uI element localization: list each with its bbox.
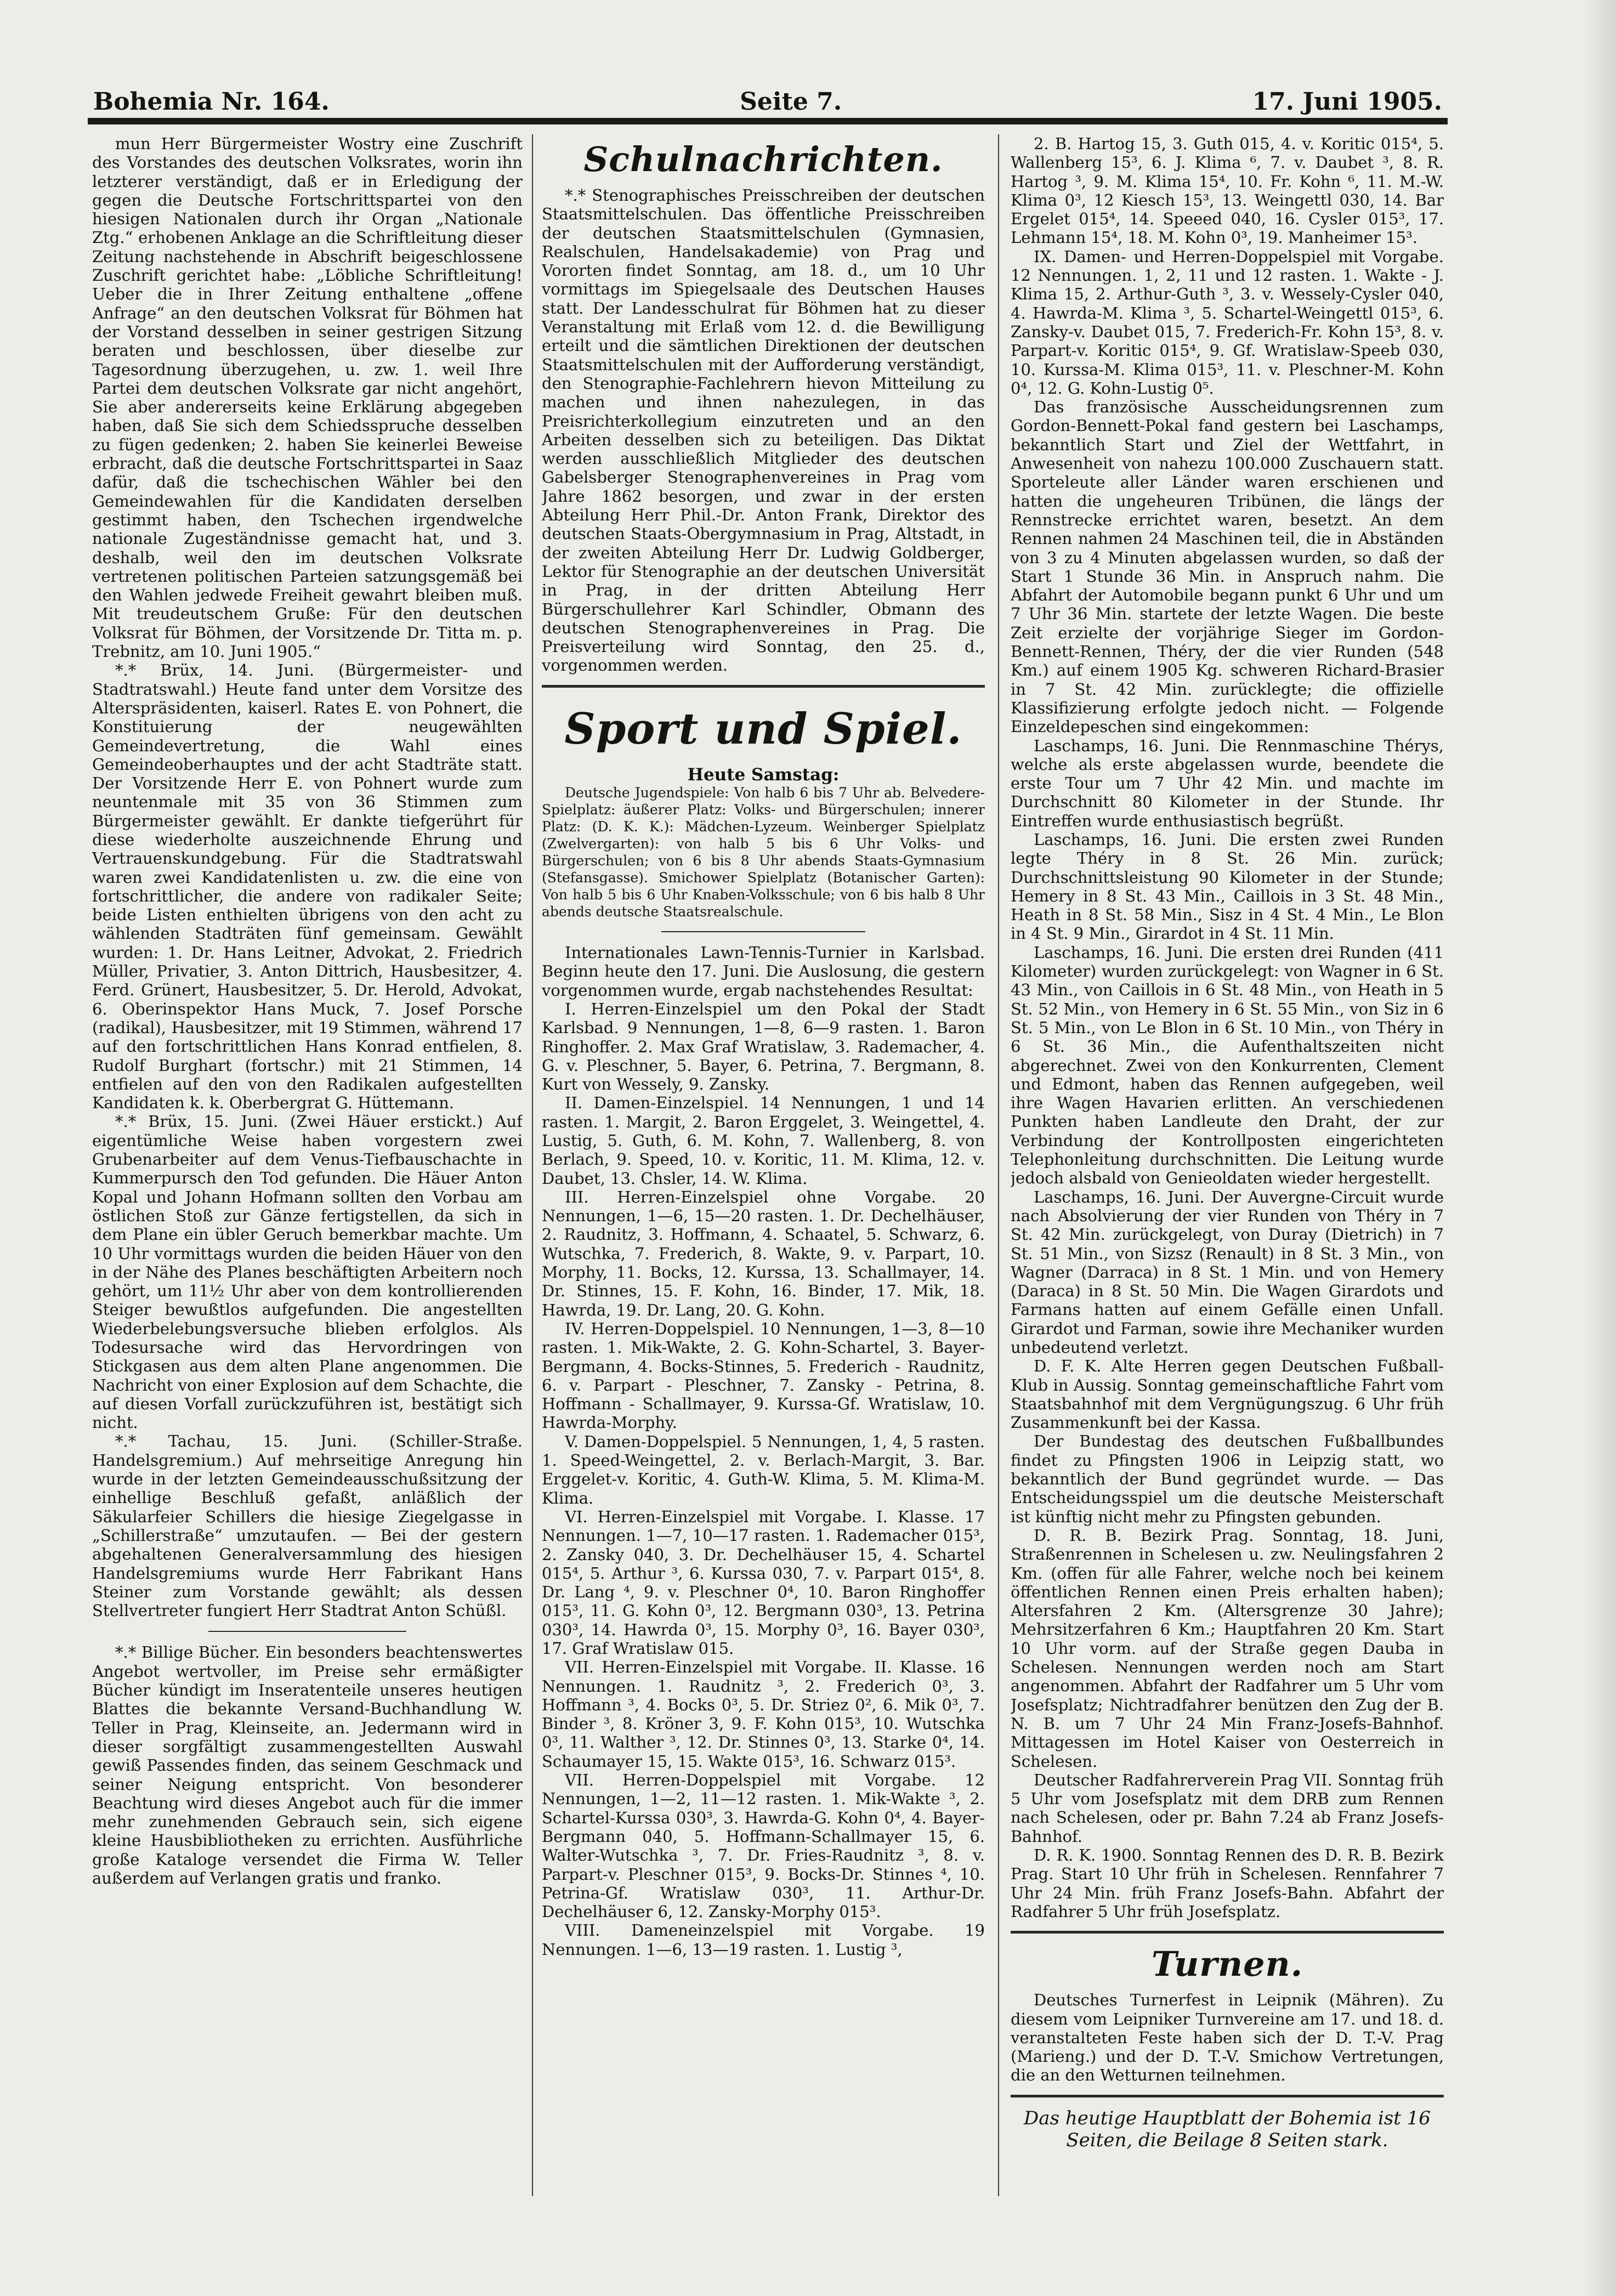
tennis-herren-einzel-pokal: I. Herren-Einzelspiel um den Pokal der Stadt Karlsbad. 9 Nennungen, 1—8, 6—9 rasten. 1. Baron Ringhoffer. 2. Max Graf Wratislaw, 3. Rademacher, 4. G. v. Pleschner, 5. Bayer, 6. Petrina, 7. Bergmann, 8. Kurt von Wessely, 9. Zansky. <box>542 999 985 1094</box>
article-billige-buecher: *.* Billige Bücher. Ein besonders beachtenswertes Angebot wertvoller, im Preise sehr ermäßigter Bücher kündigt im Inseratenteile unseres heutigen Blattes die bekannte Versand-Buchhandlung W. Teller in Prag, Kleinseite, an. Jedermann wird in dieser sorgfältigt zusammengestellten Auswahl gewiß Passendes finden, das seinem Geschmack und seiner Neigung entspricht. Von besonderer Beachtung wird dieses Angebot auch für die immer mehr zunehmenden Gebrauch sein, sich eigene kleine Hausbibliotheken zu errichten. Ausführliche große Kataloge versendet die Firma W. Teller außerdem auf Verlangen gratis und franko. <box>92 1643 523 1888</box>
article-drk-1900: D. R. K. 1900. Sonntag Rennen des D. R. B. Bezirk Prag. Start 10 Uhr früh in Schelesen. Rennfahrer 7 Uhr 24 Min. früh Franz Josefs-Bahn. Abfahrt der Radfahrer 5 Uhr früh Josefsplatz. <box>1011 1846 1444 1921</box>
article-stenographie: *.* Stenographisches Preisschreiben der deutschen Staatsmittelschulen. Das öffentliche Preisschreiben der deutschen Staatsmittelschulen (Gymnasien, Realschulen, Handelsakademie) von Prag und Vororten findet Sonntag, am 18. d., um 10 Uhr vormittags im Spiegelsaale des Deutschen Hauses statt. Der Landesschulrat für Böhmen hat zu dieser Veranstaltung mit Erlaß vom 12. d. die Bewilligung erteilt und die sämtlichen Direktionen der deutschen Staatsmittelschulen mit der Aufforderung verständigt, den Stenographie-Fachlehrern hievon Mitteilung zu machen und ihnen nahezulegen, in das Preisrichterkollegium einzutreten und an den Arbeiten desselben sich zu beteiligen. Das Diktat werden ausschließlich Mitglieder des deutschen Gabelsberger Stenographenvereines in Prag vom Jahre 1862 besorgen, und zwar in der ersten Abteilung Herr Phil.-Dr. Anton Frank, Direktor des deutschen Staats-Obergymnasium in Prag, Altstadt, in der zweiten Abteilung Herr Dr. Ludwig Goldberger, Lektor für Stenographie an der deutschen Universität in Prag, in der dritten Abteilung Herr Bürgerschullehrer Karl Schindler, Obmann des deutschen Stenographenvereines in Prag. Die Preisverteilung wird Sonntag, den 25. d., vorgenommen werden. <box>542 186 985 675</box>
article-fussballbund: Der Bundestag des deutschen Fußballbundes findet zu Pfingsten 1906 in Leipzig statt, wo bekanntlich der Bund gegründet wurde. — Das Entscheidungsspiel um die deutsche Meisterschaft ist künftig nicht mehr zu Pfingsten gebunden. <box>1011 1432 1444 1526</box>
column-divider-2 <box>998 134 999 2196</box>
page-edge-shadow <box>1583 0 1616 2296</box>
page-count-note: Das heutige Hauptblatt der Bohemia ist 16 Seiten, die Beilage 8 Seiten stark. <box>1024 2107 1431 2151</box>
section-rule <box>1011 1931 1444 1934</box>
tennis-gemischtes-doppel: IX. Damen- und Herren-Doppelspiel mit Vorgabe. 12 Nennungen. 1, 2, 11 und 12 rasten. 1. Wakte - J. Klima 15, 2. Arthur-Guth ³, 3. v. Wessely-Cysler 040, 4. Hawrda-M. Klima ³, 5. Schartel-Weingettl 015³, 6. Zansky-v. Daubet 015, 7. Frederich-Fr. Kohn 15³, 8. v. Parpart-v. Koritic 015⁴, 9. Gf. Wratislaw-Speeb 030, 10. Kurssa-M. Klima 015³, 11. v. Pleschner-M. Kohn 0⁴, 12. G. Kohn-Lustig 0⁵. <box>1011 247 1444 398</box>
tennis-damen-einzel: II. Damen-Einzelspiel. 14 Nennungen, 1 und 14 rasten. 1. Margit, 2. Baron Erggelet, 3. Weingettel, 4. Lustig, 5. Guth, 6. M. Kohn, 7. Wallenberg, 8. von Berlach, 9. Speed, 10. v. Koritic, 11. M. Klima, 12. v. Daubet, 13. Chsler, 14. W. Klima. <box>542 1093 985 1188</box>
section-title-schulnachrichten: Schulnachrichten. <box>583 139 943 179</box>
article-tachau: *.* Tachau, 15. Juni. (Schiller-Straße. Handelsgremium.) Auf mehrseitige Anregung hin wurde in der letzten Gemeindeausschußsitzung der einhellige Beschluß gefaßt, anläßlich der Säkularfeier Schillers die hiesige Ziegelgasse in „Schillerstraße“ umzutaufen. — Bei der gestern abgehaltenen Generalversammlung des hiesigen Handelsgremiums wurde Herr Fabrikant Hans Steiner zum Vorstande gewählt; als dessen Stellvertreter fungiert Herr Stadtrat Anton Schüßl. <box>92 1432 523 1620</box>
tennis-herren-einzel-ohne-vorgabe: III. Herren-Einzelspiel ohne Vorgabe. 20 Nennungen, 1—6, 15—20 rasten. 1. Dr. Dechelhäuser, 2. Raudnitz, 3. Hoffmann, 4. Schaatel, 5. Schwarz, 6. Wutschka, 7. Frederich, 8. Wakte, 9. v. Parpart, 10. Morphy, 11. Bocks, 12. Kurssa, 13. Schallmayer, 14. Dr. Stinnes, 15. F. Kohn, 16. Binder, 17. Mik, 18. Hawrda, 19. Dr. Lang, 20. G. Kohn. <box>542 1187 985 1319</box>
dispatch-laschamps-3: Laschamps, 16. Juni. Die ersten drei Runden (411 Kilometer) wurden zurückgelegt: von Wagner in 6 St. 43 Min., von Caillois in 6 St. 48 Min., von Heath in 5 St. 52 Min., von Hemery in 6 St. 55 Min., von Siz in 6 St. 5 Min., von Le Blon in 6 St. 10 Min., von Théry in 6 St. 36 Min., die Aufenthaltszeiten nicht abgerechnet. Zwei von den Konkurrenten, Clement und Edmont, haben das Rennen aufgegeben, weil ihre Wagen Havarien erlitten. An verschiedenen Punkten haben Landleute den Draht, der zur Verbindung der Kontrollposten eingerichteten Telephonleitung durchschnitten. Die Leitung wurde jedoch alsbald von Genieoldaten wieder hergestellt. <box>1011 943 1444 1188</box>
section-title-sport: Sport und Spiel. <box>564 704 962 754</box>
column-3 <box>1011 134 1444 2207</box>
header-rule <box>88 118 1448 124</box>
schedule-heading: Heute Samstag: <box>687 764 840 785</box>
tennis-herren-doppel: IV. Herren-Doppelspiel. 10 Nennungen, 1—3, 8—10 rasten. 1. Mik-Wakte, 2. G. Kohn-Schartel, 3. Bayer-Bergmann, 4. Bocks-Stinnes, 5. Frederich - Raudnitz, 6. v. Parpart - Pleschner, 7. Zansky - Petrina, 8. Hoffmann - Schallmayer, 9. Kurssa-Gf. Wratislaw, 10. Hawrda-Morphy. <box>542 1319 985 1432</box>
dispatch-laschamps-2: Laschamps, 16. Juni. Die ersten zwei Runden legte Théry in 8 St. 26 Min. zurück; Durchschnittsleistung 90 Kilometer in der Stunde; Hemery in 8 St. 43 Min., Caillois in 3 St. 48 Min., Heath in 8 St. 58 Min., Sisz in 4 St. 4 Min., Le Blon in 4 St. 9 Min., Girardot in 4 St. 11 Min. <box>1011 830 1444 943</box>
tennis-herren-doppel-vorgabe: VII. Herren-Doppelspiel mit Vorgabe. 12 Nennungen, 1—2, 11—12 rasten. 1. Mik-Wakte ³, 2. Schartel-Kurssa 030³, 3. Hawrda-G. Kohn 0⁴, 4. Bayer-Bergmann 040, 5. Hoffmann-Schallmayer 15, 6. Walter-Wutschka ³, 7. Dr. Fries-Raudnitz ³, 8. v. Parpart-v. Pleschner 015³, 9. Bocks-Dr. Stinnes ⁴, 10. Petrina-Gf. Wratislaw 030³, 11. Arthur-Dr. Dechelhäuser 6, 12. Zansky-Morphy 015³. <box>542 1771 985 1921</box>
separator-rule <box>661 931 865 932</box>
tennis-damen-doppel: V. Damen-Doppelspiel. 5 Nennungen, 1, 4, 5 rasten. 1. Speed-Weingettel, 2. v. Berlach-Margit, 3. Bar. Erggelet-v. Koritic, 4. Guth-W. Klima, 5. M. Klima-M. Klima. <box>542 1432 985 1507</box>
separator-rule <box>208 1631 406 1632</box>
page-header <box>93 82 1442 121</box>
article-bruex-wahl: *.* Brüx, 14. Juni. (Bürgermeister- und Stadtratswahl.) Heute fand unter dem Vorsitze des Alterspräsidenten, kaiserl. Rates E. von Pohnert, die Konstituierung der neugewählten Gemeindevertretung, die Wahl eines Gemeindeoberhauptes und der acht Stadträte statt. Der Vorsitzende Herr E. von Pohnert wurde zum neuntenmale mit 35 von 36 Stimmen zum Bürgermeister gewählt. Er dankte tiefgerührt für diese wiederholte auszeichnende Ehrung und Vertrauenskundgebung. Für die Stadtratswahl waren zwei Kandidatenlisten u. zw. die eine von fortschrittlicher, die andere von radikaler Seite; beide Listen enthielten übrigens von den acht zu wählenden Stadträten fünf gemeinsam. Gewählt wurden: 1. Dr. Hans Leitner, Advokat, 2. Friedrich Müller, Privatier, 3. Anton Dittrich, Hausbesitzer, 4. Ferd. Grünert, Hausbesitzer, 5. Dr. Herold, Advokat, 6. Oberinspektor Hans Muck, 7. Josef Porsche (radikal), Hausbesitzer, mit 19 Stimmen, während 17 auf den fortschrittlichen Hans Konrad entfielen, 8. Rudolf Burghart (fortschr.) mit 21 Stimmen, 14 entfielen auf den von den Radikalen aufgestellten Kandidaten k. k. Oberbergrat G. Hüttemann. <box>92 661 523 1113</box>
article-radfahrerverein: Deutscher Radfahrerverein Prag VII. Sonntag früh 5 Uhr vom Josefsplatz mit dem DRB zum Rennen nach Schelesen, oder pr. Bahn 7.24 ab Franz Josefs-Bahnhof. <box>1011 1770 1444 1846</box>
tennis-intro: Internationales Lawn-Tennis-Turnier in Karlsbad. Beginn heute den 17. Juni. Die Auslosung, die gestern vorgenommen wurde, ergab nachstehendes Resultat: <box>542 943 985 1000</box>
article-drb-bezirk-prag: D. R. B. Bezirk Prag. Sonntag, 18. Juni, Straßenrennen in Schelesen u. zw. Neulingsfahren 2 Km. (offen für alle Fahrer, welche noch bei keinem öffentlichen Rennen einen Preis erhalten haben); Altersfahren 2 Km. (Altersgrenze 30 Jahre); Mehrsitzerfahren 6 Km.; Hauptfahren 20 Km. Start 10 Uhr vorm. auf der Straße gegen Dauba in Schelesen. Nennungen werden noch am Start angenommen. Abfahrt der Radfahrer um 5 Uhr vom Josefsplatz; Nichtradfahrer benützen den Zug der B. N. B. um 7 Uhr 24 Min Franz-Josefs-Bahnhof. Mittagessen im Hotel Kaiser von Oesterreich in Schelesen. <box>1011 1526 1444 1771</box>
article-gordon-bennett: Das französische Ausscheidungsrennen zum Gordon-Bennett-Pokal fand gestern bei Laschamps, bekanntlich Start und Ziel der Wettfahrt, in Anwesenheit von nahezu 100.000 Zuschauern statt. Sporteleute aller Länder waren erschienen und hatten die ungeheuren Tribünen, die längs der Rennstrecke errichtet waren, besetzt. An dem Rennen nahmen 24 Maschinen teil, die in Abständen von 3 zu 4 Minuten abgelassen wurden, so daß der Start 1 Stunde 36 Min. in Anspruch nahm. Die Abfahrt der Automobile begann punkt 6 Uhr und um 7 Uhr 36 Min. startete der letzte Wagen. Die beste Zeit erzielte der vorjährige Sieger im Gordon-Bennett-Rennen, Théry, der die vier Runden (548 Km.) auf einem 1905 Kg. schweren Richard-Brasier in 7 St. 42 Min. zurücklegte; die offizielle Klassifizierung erfolgte jedoch nicht. — Folgende Einzeldepeschen sind eingekommen: <box>1011 398 1444 736</box>
tennis-herren-einzel-vorgabe-2: VII. Herren-Einzelspiel mit Vorgabe. II. Klasse. 16 Nennungen. 1. Raudnitz ³, 2. Frederich 0³, 3. Hoffmann ³, 4. Bocks 0³, 5. Dr. Striez 0², 6. Mik 0³, 7. Binder ³, 8. Kröner 3, 9. F. Kohn 015³, 10. Wutschka 0³, 11. Walther ³, 12. Dr. Stinnes 0³, 13. Starke 0⁴, 14. Schaumayer 15, 15. Wakte 015³, 16. Schwarz 015³. <box>542 1658 985 1771</box>
header-page-number: Seite 7. <box>740 87 842 116</box>
tennis-herren-einzel-vorgabe-1: VI. Herren-Einzelspiel mit Vorgabe. I. Klasse. 17 Nennungen. 1—7, 10—17 rasten. 1. Rademacher 015³, 2. Zansky 040, 3. Dr. Dechelhäuser 15, 4. Schartel 015⁴, 5. Arthur ³, 6. Kurssa 030, 7. v. Parpart 015⁴, 8. Dr. Lang ⁴, 9. v. Pleschner 0⁴, 10. Baron Ringhoffer 015³, 11. G. Kohn 0³, 12. Bergmann 030³, 13. Petrina 030³, 14. Hawrda 0³, 15. Morphy 0³, 16. Bayer 030³, 17. Graf Wratislaw 015. <box>542 1507 985 1658</box>
section-rule <box>1011 2095 1444 2097</box>
column-2 <box>542 134 985 2207</box>
article-dfk-alte-herren: D. F. K. Alte Herren gegen Deutschen Fußball-Klub in Aussig. Sonntag gemeinschaftliche Fahrt vom Staatsbahnhof mit dem Vergnügungszug. 6 Uhr früh Zusammenkunft bei der Kassa. <box>1011 1357 1444 1432</box>
column-divider-1 <box>532 134 533 2196</box>
dispatch-laschamps-1: Laschamps, 16. Juni. Die Rennmaschine Thérys, welche als erste abgelassen wurde, beendete die erste Tour um 7 Uhr 42 Min. und machte im Durchschnitt 80 Kilometer in der Stunde. Ihr Eintreffen wurde enthusiastisch begrüßt. <box>1011 736 1444 830</box>
article-bruex-haeuer: *.* Brüx, 15. Juni. (Zwei Häuer erstickt.) Auf eigentümliche Weise haben vorgestern zwei Grubenarbeiter auf dem Venus-Tiefbauschachte in Kummerpursch den Tod gefunden. Die Häuer Anton Kopal und Johann Hofmann sollten den Vorbau am östlichen Stoß zur Gänze fertigstellen, da sich in dem Plane ein übler Geruch bemerkbar machte. Um 10 Uhr vormittags wurden die beiden Häuer von den in der Nähe des Planes beschäftigten Arbeitern noch gehört, um 11½ Uhr aber von dem kontrollierenden Steiger bewußtlos aufgefunden. Die angestellten Wiederbelebungsversuche blieben erfolglos. Als Todesursache wird das Hervordringen von Stickgasen aus dem alten Plane angenommen. Die Nachricht von einer Explosion auf dem Schachte, die auf diesen Vorfall zurückzuführen ist, bestätigt sich nicht. <box>92 1112 523 1432</box>
section-title-turnen: Turnen. <box>1151 1944 1303 1985</box>
dispatch-laschamps-4: Laschamps, 16. Juni. Der Auvergne-Circuit wurde nach Absolvierung der vier Runden von Théry in 7 St. 42 Min. zurückgelegt, von Duray (Dietrich) in 7 St. 51 Min., von Sizsz (Renault) in 8 St. 3 Min., von Wagner (Darraca) in 8 St. 1 Min. und von Hemery (Daraca) in 8 St. 50 Min. Die Wagen Girardots und Farmans hatten auf einem Gefälle einen Unfall. Girardot und Farman, sowie ihre Mechaniker wurden unbedeutend verletzt. <box>1011 1187 1444 1357</box>
article-volksrat: mun Herr Bürgermeister Wostry eine Zuschrift des Vorstandes des deutschen Volksrates, worin ihn letzterer verständigt, daß er in Erledigung der gegen die Deutsche Fortschrittspartei von den hiesigen Nationalen durch ihr Organ „Nationale Ztg.“ erhobenen Anklage an die Schriftleitung dieser Zeitung nachstehende in Abschrift beigeschlossene Zuschrift gerichtet habe: „Löbliche Schriftleitung! Ueber die in Ihrer Zeitung enthaltene „offene Anfrage“ an den deutschen Volksrat für Böhmen hat der Vorstand desselben in seiner gestrigen Sitzung beraten und beschlossen, über dieselbe zur Tagesordnung überzugehen, u. zw. 1. weil Ihre Partei dem deutschen Volksrate gar nicht angehört, Sie aber andererseits keine Erklärung abgegeben haben, daß Sie sich dem Schiedsspruche desselben zu fügen gedenken; 2. haben Sie keinerlei Beweise erbracht, daß die deutsche Fortschrittspartei in Saaz dafür, daß die tschechischen Wähler bei den Gemeindewahlen für die Kandidaten derselben gestimmt haben, den Tschechen irgendwelche nationale Zugeständnisse gemacht hat, und 3. deshalb, weil den im deutschen Volksrate vertretenen politischen Parteien satzungsgemäß bei den Wahlen jedwede Freiheit gewahrt bleiben muß. Mit treudeutschem Gruße: Für den deutschen Volksrat für Böhmen, der Vorsitzende Dr. Titta m. p. Trebnitz, am 10. Juni 1905.“ <box>92 134 523 661</box>
tennis-damen-einzel-vorgabe: VIII. Dameneinzelspiel mit Vorgabe. 19 Nennungen. 1—6, 13—19 rasten. 1. Lustig ³, <box>542 1921 985 1959</box>
header-masthead: Bohemia Nr. 164. <box>93 87 330 116</box>
section-rule <box>542 685 985 688</box>
schedule-jugendspiele: Deutsche Jugendspiele: Von halb 6 bis 7 Uhr ab. Belvedere-Spielplatz: äußerer Platz: Volks- und Bürgerschulen; innerer Platz: (D. K. K.): Mädchen-Lyzeum. Weinberger Spielplatz (Zwelvergarten): von halb 5 bis 6 Uhr Volks- und Bürgerschulen; von 6 bis 8 Uhr abends Staats-Gymnasium (Stefansgasse). Smichower Spielplatz (Botanischer Garten): Von halb 5 bis 6 Uhr Knaben-Volksschule; von 6 bis halb 8 Uhr abends deutsche Staatsrealschule. <box>542 785 985 920</box>
article-turnerfest: Deutsches Turnerfest in Leipnik (Mähren). Zu diesem vom Leipniker Turnvereine am 17. und 18. d. veranstalteten Feste haben sich der D. T.-V. Prag (Marieng.) und der D. T.-V. Smichow Vertretungen, die an den Wetturnen teilnehmen. <box>1011 1991 1444 2085</box>
header-date: 17. Juni 1905. <box>1252 87 1442 116</box>
column-1 <box>92 134 523 2207</box>
tennis-damen-einzel-vorgabe-cont: 2. B. Hartog 15, 3. Guth 015, 4. v. Koritic 015⁴, 5. Wallenberg 15³, 6. J. Klima ⁶, 7. v. Daubet ³, 8. R. Hartog ³, 9. M. Klima 15⁴, 10. Fr. Kohn ⁶, 11. M.-W. Klima 0³, 12 Kiesch 15³, 13. Weingettl 030, 14. Bar Ergelet 015⁴, 14. Speeed 040, 16. Cysler 015³, 17. Lehmann 15⁴, 18. M. Kohn 0³, 19. Manheimer 15³. <box>1011 134 1444 247</box>
